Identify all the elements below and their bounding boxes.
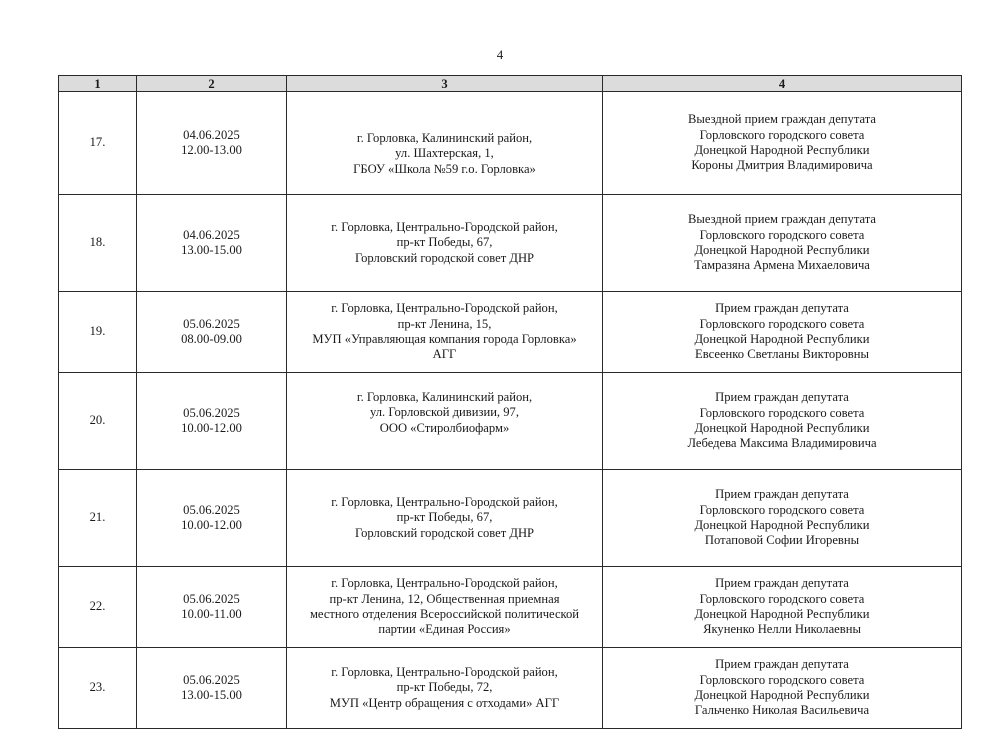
location-line: партии «Единая Россия» [378, 622, 511, 637]
header-col-2: 2 [137, 76, 287, 92]
location-line: МУП «Центр обращения с отходами» АГГ [329, 695, 560, 710]
location-line: пр-кт Ленина, 15, [397, 316, 492, 331]
location-line: Горловский городской совет ДНР [354, 525, 535, 540]
event-line: Донецкой Народной Республики [694, 607, 870, 621]
row-time: 13.00-15.00 [181, 688, 242, 702]
row-location [287, 92, 603, 195]
row-event [603, 195, 962, 292]
event-line: Короны Дмитрия Владимировича [691, 158, 873, 173]
event-line: Выездной прием граждан депутата [687, 112, 876, 127]
location-line: г. Горловка, Центрально-Городской район, [331, 576, 558, 591]
event-line: Донецкой Народной Республики [694, 421, 870, 435]
page-number: 4 [496, 47, 504, 62]
row-time: 12.00-13.00 [181, 143, 242, 157]
header-col-3: 3 [287, 76, 603, 92]
table-row [59, 92, 962, 195]
location-line: ул. Горловской дивизии, 97, [370, 405, 519, 420]
row-datetime [137, 373, 287, 470]
location-line: г. Горловка, Центрально-Городской район, [331, 664, 558, 679]
event-line: Выездной прием граждан депутата [687, 212, 876, 227]
event-line: Горловского городского совета [699, 127, 865, 142]
location-line: г. Горловка, Центрально-Городской район, [331, 494, 558, 509]
event-line: Якуненко Нелли Николаевны [703, 622, 861, 637]
location-line: пр-кт Победы, 72, [396, 680, 493, 695]
row-event [603, 648, 962, 729]
row-datetime [137, 567, 287, 648]
row-location [287, 567, 603, 648]
event-line: Прием граждан депутата [715, 390, 849, 405]
event-line: Евсеенко Светланы Викторовны [695, 347, 869, 362]
row-date: 05.06.2025 [183, 316, 240, 331]
table-row [59, 292, 962, 373]
location-line: АГГ [432, 347, 457, 362]
event-line: Горловского городского совета [699, 591, 865, 606]
row-number: 18. [59, 195, 137, 292]
event-line: Гальченко Николая Васильевича [694, 703, 870, 718]
event-line: Тамразяна Армена Михаеловича [694, 258, 870, 273]
row-location [287, 470, 603, 567]
row-number: 20. [59, 373, 137, 470]
table-row [59, 470, 962, 567]
row-datetime [137, 92, 287, 195]
row-time: 10.00-11.00 [181, 607, 242, 621]
location-line: ГБОУ «Школа №59 г.о. Горловка» [353, 161, 536, 176]
row-location [287, 292, 603, 373]
event-line: Донецкой Народной Республики [694, 243, 870, 257]
schedule-table [58, 75, 962, 729]
row-date: 05.06.2025 [183, 502, 240, 517]
row-time: 08.00-09.00 [181, 332, 242, 346]
row-event [603, 567, 962, 648]
row-event [603, 292, 962, 373]
row-date: 05.06.2025 [183, 405, 240, 420]
row-datetime [137, 292, 287, 373]
header-col-1: 1 [59, 76, 137, 92]
event-line: Потаповой Софии Игоревны [704, 533, 860, 548]
event-line: Горловского городского совета [699, 502, 865, 517]
event-line: Прием граждан депутата [715, 301, 849, 316]
row-number: 19. [59, 292, 137, 373]
event-line: Горловского городского совета [699, 316, 865, 331]
row-date: 04.06.2025 [183, 127, 240, 142]
location-line: пр-кт Ленина, 12, Общественная приемная [329, 591, 560, 606]
row-location [287, 648, 603, 729]
row-number: 23. [59, 648, 137, 729]
row-number: 21. [59, 470, 137, 567]
event-line: Горловского городского совета [699, 405, 865, 420]
table-header-row [59, 76, 962, 92]
location-line: Горловский городской совет ДНР [354, 250, 535, 265]
location-line: г. Горловка, Калининский район, [356, 389, 533, 404]
table-row [59, 567, 962, 648]
location-line: пр-кт Победы, 67, [396, 510, 493, 525]
table-row [59, 373, 962, 470]
event-line: Горловского городского совета [699, 227, 865, 242]
header-col-4: 4 [603, 76, 962, 92]
row-date: 05.06.2025 [183, 672, 240, 687]
event-line: Прием граждан депутата [715, 487, 849, 502]
event-line: Лебедева Максима Владимировича [687, 436, 877, 451]
event-line: Прием граждан депутата [715, 657, 849, 672]
location-line: местного отделения Всероссийской политической [309, 607, 580, 621]
location-line: г. Горловка, Центрально-Городской район, [331, 219, 558, 234]
event-line: Горловского городского совета [699, 672, 865, 687]
row-event [603, 470, 962, 567]
event-line: Донецкой Народной Республики [694, 143, 870, 157]
event-line: Донецкой Народной Республики [694, 518, 870, 532]
location-line: г. Горловка, Центрально-Городской район, [331, 301, 558, 316]
table-row [59, 195, 962, 292]
location-line: г. Горловка, Калининский район, [356, 130, 533, 145]
event-line: Прием граждан депутата [715, 576, 849, 591]
row-datetime [137, 648, 287, 729]
row-datetime [137, 470, 287, 567]
row-event [603, 373, 962, 470]
row-date: 04.06.2025 [183, 227, 240, 242]
row-time: 10.00-12.00 [181, 518, 242, 532]
event-line: Донецкой Народной Республики [694, 332, 870, 346]
row-date: 05.06.2025 [183, 591, 240, 606]
location-line: МУП «Управляющая компания города Горловка» [312, 332, 577, 346]
event-line: Донецкой Народной Республики [694, 688, 870, 702]
row-time: 10.00-12.00 [181, 421, 242, 435]
row-event [603, 92, 962, 195]
location-line: ул. Шахтерская, 1, [395, 146, 494, 161]
row-time: 13.00-15.00 [181, 243, 242, 257]
table-row [59, 648, 962, 729]
location-line: пр-кт Победы, 67, [396, 235, 493, 250]
location-line: ООО «Стиролбиофарм» [379, 420, 510, 435]
row-location [287, 195, 603, 292]
row-datetime [137, 195, 287, 292]
row-location [287, 373, 603, 470]
row-number: 17. [59, 92, 137, 195]
row-number: 22. [59, 567, 137, 648]
